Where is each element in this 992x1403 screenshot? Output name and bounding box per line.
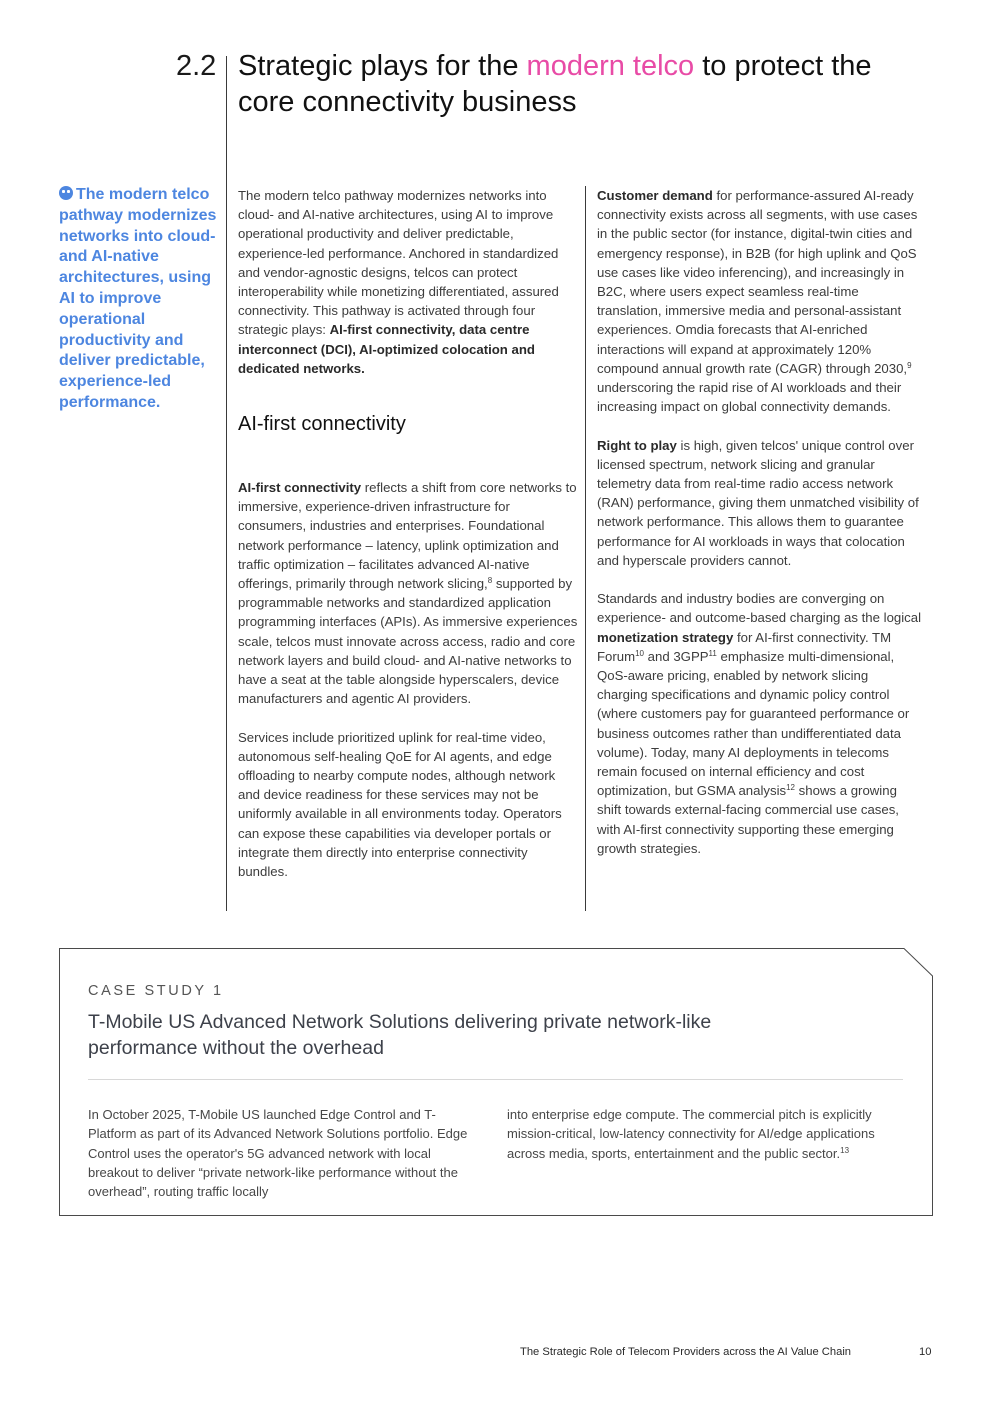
footnote-ref[interactable]: 9 bbox=[907, 360, 912, 370]
paragraph-customer-demand bbox=[597, 186, 922, 416]
footnote-ref[interactable]: 8 bbox=[487, 576, 493, 586]
case-study-title: T-Mobile US Advanced Network Solutions delivering private network-like performance without the overhead bbox=[88, 1011, 712, 1059]
footer-document-title: The Strategic Role of Telecom Providers across the AI Value Chain bbox=[520, 1346, 852, 1358]
case-study-column-1: In October 2025, T-Mobile US launched Edge Control and T-Platform as part of its Advanced Network Solutions portfolio. Edge Control uses the operator's 5G advanced network with local breakout to deliver “private network-like performance without the overhead”, routing traffic locally bbox=[88, 1107, 468, 1200]
intro-text: The modern telco pathway modernizes networks into cloud- and AI-native architectures, using AI to improve operational productivity and deliver predictable, experience-led performance. Anchored in standardized and vendor-agnostic designs, telcos can protect interoperability while monetizing differentiated, assured connectivity. This pathway is activated through four strategic plays: bbox=[238, 188, 559, 338]
p3-text-b: for AI-first connectivity. TM Forum bbox=[597, 629, 892, 664]
intro-paragraph bbox=[238, 186, 578, 378]
column-divider-line bbox=[585, 186, 586, 911]
paragraph-standards bbox=[597, 589, 922, 858]
section-number: 2.2 bbox=[176, 50, 217, 82]
p2-bold: Right to play bbox=[597, 437, 677, 453]
title-part-1: Strategic plays for the bbox=[238, 50, 527, 82]
page-number: 10 bbox=[919, 1346, 932, 1358]
p3-text-c: and 3GPP bbox=[644, 648, 709, 664]
case-study-column-2 bbox=[507, 1105, 892, 1163]
case-study-box bbox=[59, 948, 933, 1216]
body-column-2 bbox=[597, 186, 922, 877]
footnote-ref[interactable]: 13 bbox=[840, 1145, 850, 1155]
case-study-label: CASE STUDY 1 bbox=[88, 983, 224, 999]
p1-text-a: for performance-assured AI-ready connectivity exists across all segments, with use cases in the public sector (for instance, digital-twin cities and emergency response), in B2B (for high uplink and QoS use cases like video inferencing), and increasingly in B2C, where users expect seamless real-time translation, immersive media and personal-assistant experiences. Omdia forecasts that AI-enriched interactions will expand at approximately 120% compound annual growth rate (CAGR) through 2030, bbox=[597, 188, 918, 376]
paragraph-right-to-play bbox=[597, 436, 922, 570]
paragraph-services: Services include prioritized uplink for real-time video, autonomous self-healing QoE for AI agents, and edge offloading to nearby compute nodes, although network and device readiness for these services may not be uniformly available in all environments today. Operators can expose these capabilities via developer portals or integrate them directly into enterprise connectivity bundles. bbox=[238, 729, 562, 880]
p1-text-b: underscoring the rapid rise of AI workloads and their increasing impact on global connectivity demands. bbox=[597, 380, 902, 415]
header-divider-line bbox=[226, 56, 227, 911]
pull-quote bbox=[59, 185, 219, 414]
paragraph-ai-first bbox=[238, 478, 578, 708]
p2-text-a: reflects a shift from core networks to immersive, experience-driven infrastructure for consumers, industries and enterprises. Foundational network performance – latency, uplink optimization and traffic optimization – facilitates advanced AI-native offerings, primarily through network slicing, bbox=[238, 480, 577, 592]
case-study-divider bbox=[88, 1079, 903, 1080]
title-part-2: to protect the core connectivity business bbox=[238, 50, 872, 118]
subheading-ai-first-connectivity: AI-first connectivity bbox=[238, 413, 406, 436]
intro-bold: AI-first connectivity, data centre interconnect (DCI), AI-optimized colocation and dedicated networks. bbox=[238, 322, 535, 376]
title-accent: modern telco bbox=[526, 50, 695, 82]
p1-bold: Customer demand bbox=[597, 188, 713, 203]
p2-text: is high, given telcos' unique control over licensed spectrum, network slicing and granular telemetry data from real-time radio access network (RAN) performance, giving them unmatched visibility of network performance. This allows them to guarantee performance for AI workloads in ways that colocation and hyperscale providers cannot. bbox=[597, 437, 919, 568]
body-column-1 bbox=[238, 186, 578, 900]
p3-text-a: Standards and industry bodies are converging on experience- and outcome-based charging as the logical bbox=[597, 591, 922, 626]
case-col2-text: into enterprise edge compute. The commercial pitch is explicitly mission-critical, low-latency connectivity for AI/edge applications across media, sports, entertainment and the public sector. bbox=[507, 1107, 875, 1161]
p3-text-e: shows a growing shift towards external-facing commercial use cases, with AI-first connectivity supporting these emerging growth strategies. bbox=[597, 783, 899, 856]
pull-quote-text: The modern telco pathway modernizes networks into cloud- and AI-native architectures, using AI to improve operational productivity and deliver predictable, experience-led performance. bbox=[59, 186, 217, 411]
p2-text-b: supported by programmable networks and standardized application programming interfaces (APIs). As immersive experiences scale, telcos must innovate across access, radio and core network layers and build cloud- and AI-native networks to have a seat at the table alongside hyperscalers, device manufacturers and agentic AI providers. bbox=[238, 576, 578, 707]
p2-bold: AI-first connectivity bbox=[238, 480, 362, 496]
p3-bold: monetization strategy bbox=[597, 629, 734, 645]
footnote-ref[interactable]: 11 bbox=[708, 648, 717, 658]
page-title bbox=[238, 48, 878, 120]
p3-text-d: emphasize multi-dimensional, QoS-aware pricing, enabled by network slicing charging specifications and dynamic policy control (where customers pay for guaranteed performance or business outcomes rather than undifferentiated data volume). Today, many AI deployments in telecoms remain focused on internal efficiency and cost optimization, but GSMA analysis bbox=[597, 648, 910, 799]
footnote-ref[interactable]: 10 bbox=[635, 648, 645, 658]
bot-icon bbox=[59, 186, 73, 200]
footnote-ref[interactable]: 12 bbox=[786, 783, 796, 793]
